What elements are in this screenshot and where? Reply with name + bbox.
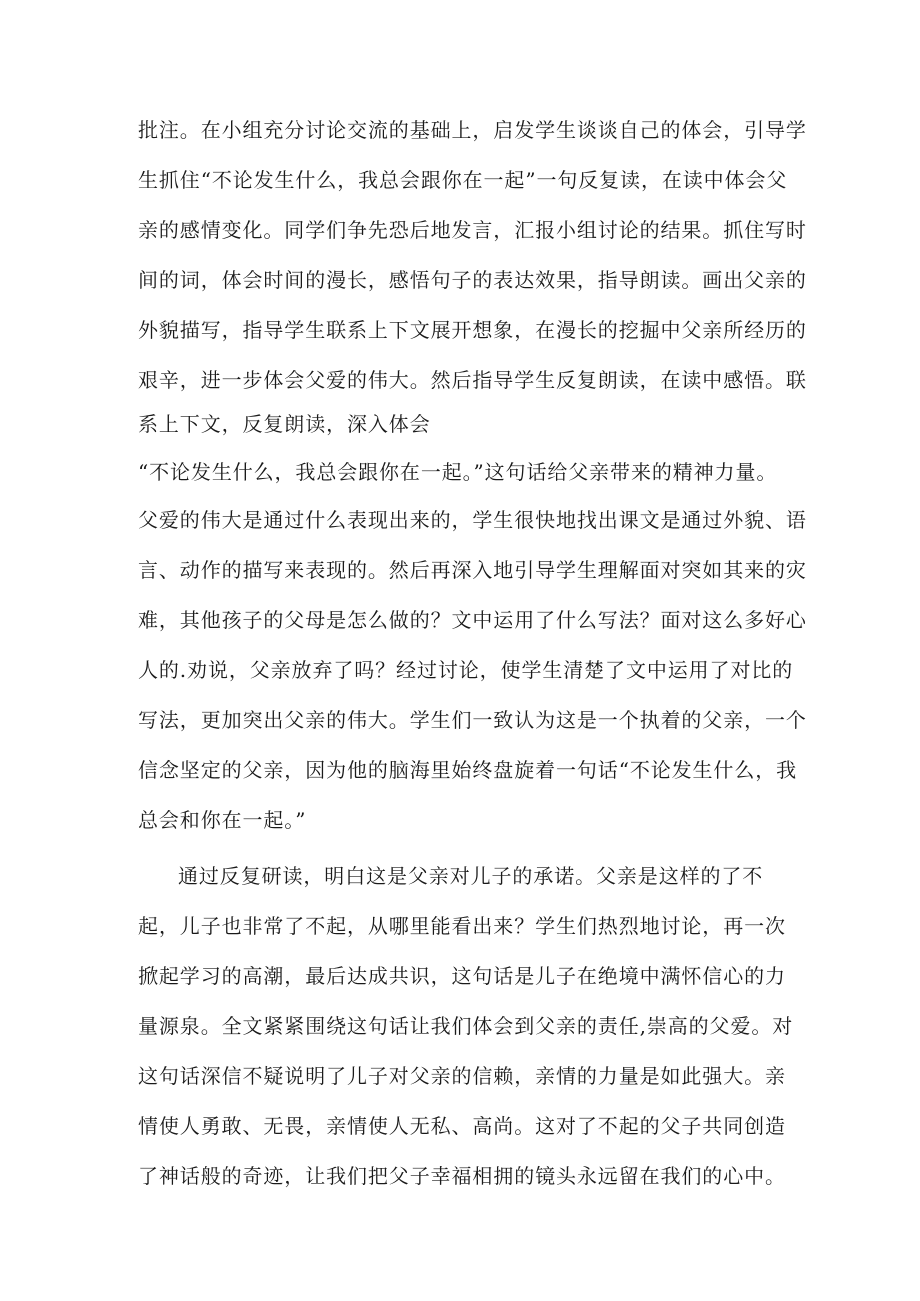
text-line: “不论发生什么，我总会跟你在一起。”这句话给父亲带来的精神力量。 — [138, 460, 778, 484]
text-line: 间的词，体会时间的漫长，感悟句子的表达效果，指导朗读。画出父亲的 — [138, 268, 807, 292]
text-line: 难，其他孩子的父母是怎么做的？文中运用了什么写法？面对这么多好心 — [138, 608, 807, 632]
text-line: 言、动作的描写来表现的。然后再深入地引导学生理解面对突如其来的灾 — [138, 558, 807, 582]
text-line: 了神话般的奇迹，让我们把父子幸福相拥的镜头永远留在我们的心中。 — [138, 1164, 786, 1188]
text-line: 系上下文，反复朗读，深入体会 — [138, 412, 431, 436]
text-line: 生抓住“不论发生什么，我总会跟你在一起”一句反复读，在读中体会父 — [138, 168, 788, 192]
text-line: 信念坚定的父亲，因为他的脑海里始终盘旋着一句话“不论发生什么，我 — [138, 758, 798, 782]
text-line: 总会和你在一起。” — [138, 808, 307, 832]
text-line: 情使人勇敢、无畏，亲情使人无私、高尚。这对了不起的父子共同创造 — [138, 1114, 786, 1138]
text-line: 亲的感情变化。同学们争先恐后地发言，汇报小组讨论的结果。抓住写时 — [138, 218, 807, 242]
text-line: 外貌描写，指导学生联系上下文展开想象，在漫长的挖掘中父亲所经历的 — [138, 318, 807, 342]
text-line: 量源泉。全文紧紧围绕这句话让我们体会到父亲的责任,崇高的父爱。对 — [138, 1014, 794, 1038]
text-line: 批注。在小组充分讨论交流的基础上，启发学生谈谈自己的体会，引导学 — [138, 118, 807, 142]
text-line: 掀起学习的高潮，最后达成共识，这句话是儿子在绝境中满怀信心的力 — [138, 964, 786, 988]
text-line: 父爱的伟大是通过什么表现出来的，学生很快地找出课文是通过外貌、语 — [138, 508, 807, 532]
text-line: 起，儿子也非常了不起，从哪里能看出来？学生们热烈地讨论，再一次 — [138, 914, 786, 938]
text-line: 这句话深信不疑说明了儿子对父亲的信赖，亲情的力量是如此强大。亲 — [138, 1064, 786, 1088]
text-line: 艰辛，进一步体会父爱的伟大。然后指导学生反复朗读，在读中感悟。联 — [138, 368, 807, 392]
text-line: 写法，更加突出父亲的伟大。学生们一致认为这是一个执着的父亲，一个 — [138, 708, 807, 732]
text-line: 通过反复研读，明白这是父亲对儿子的承诺。父亲是这样的了不 — [178, 864, 764, 888]
text-line: 人的.劝说，父亲放弃了吗？经过讨论，使学生清楚了文中运用了对比的 — [138, 658, 794, 682]
